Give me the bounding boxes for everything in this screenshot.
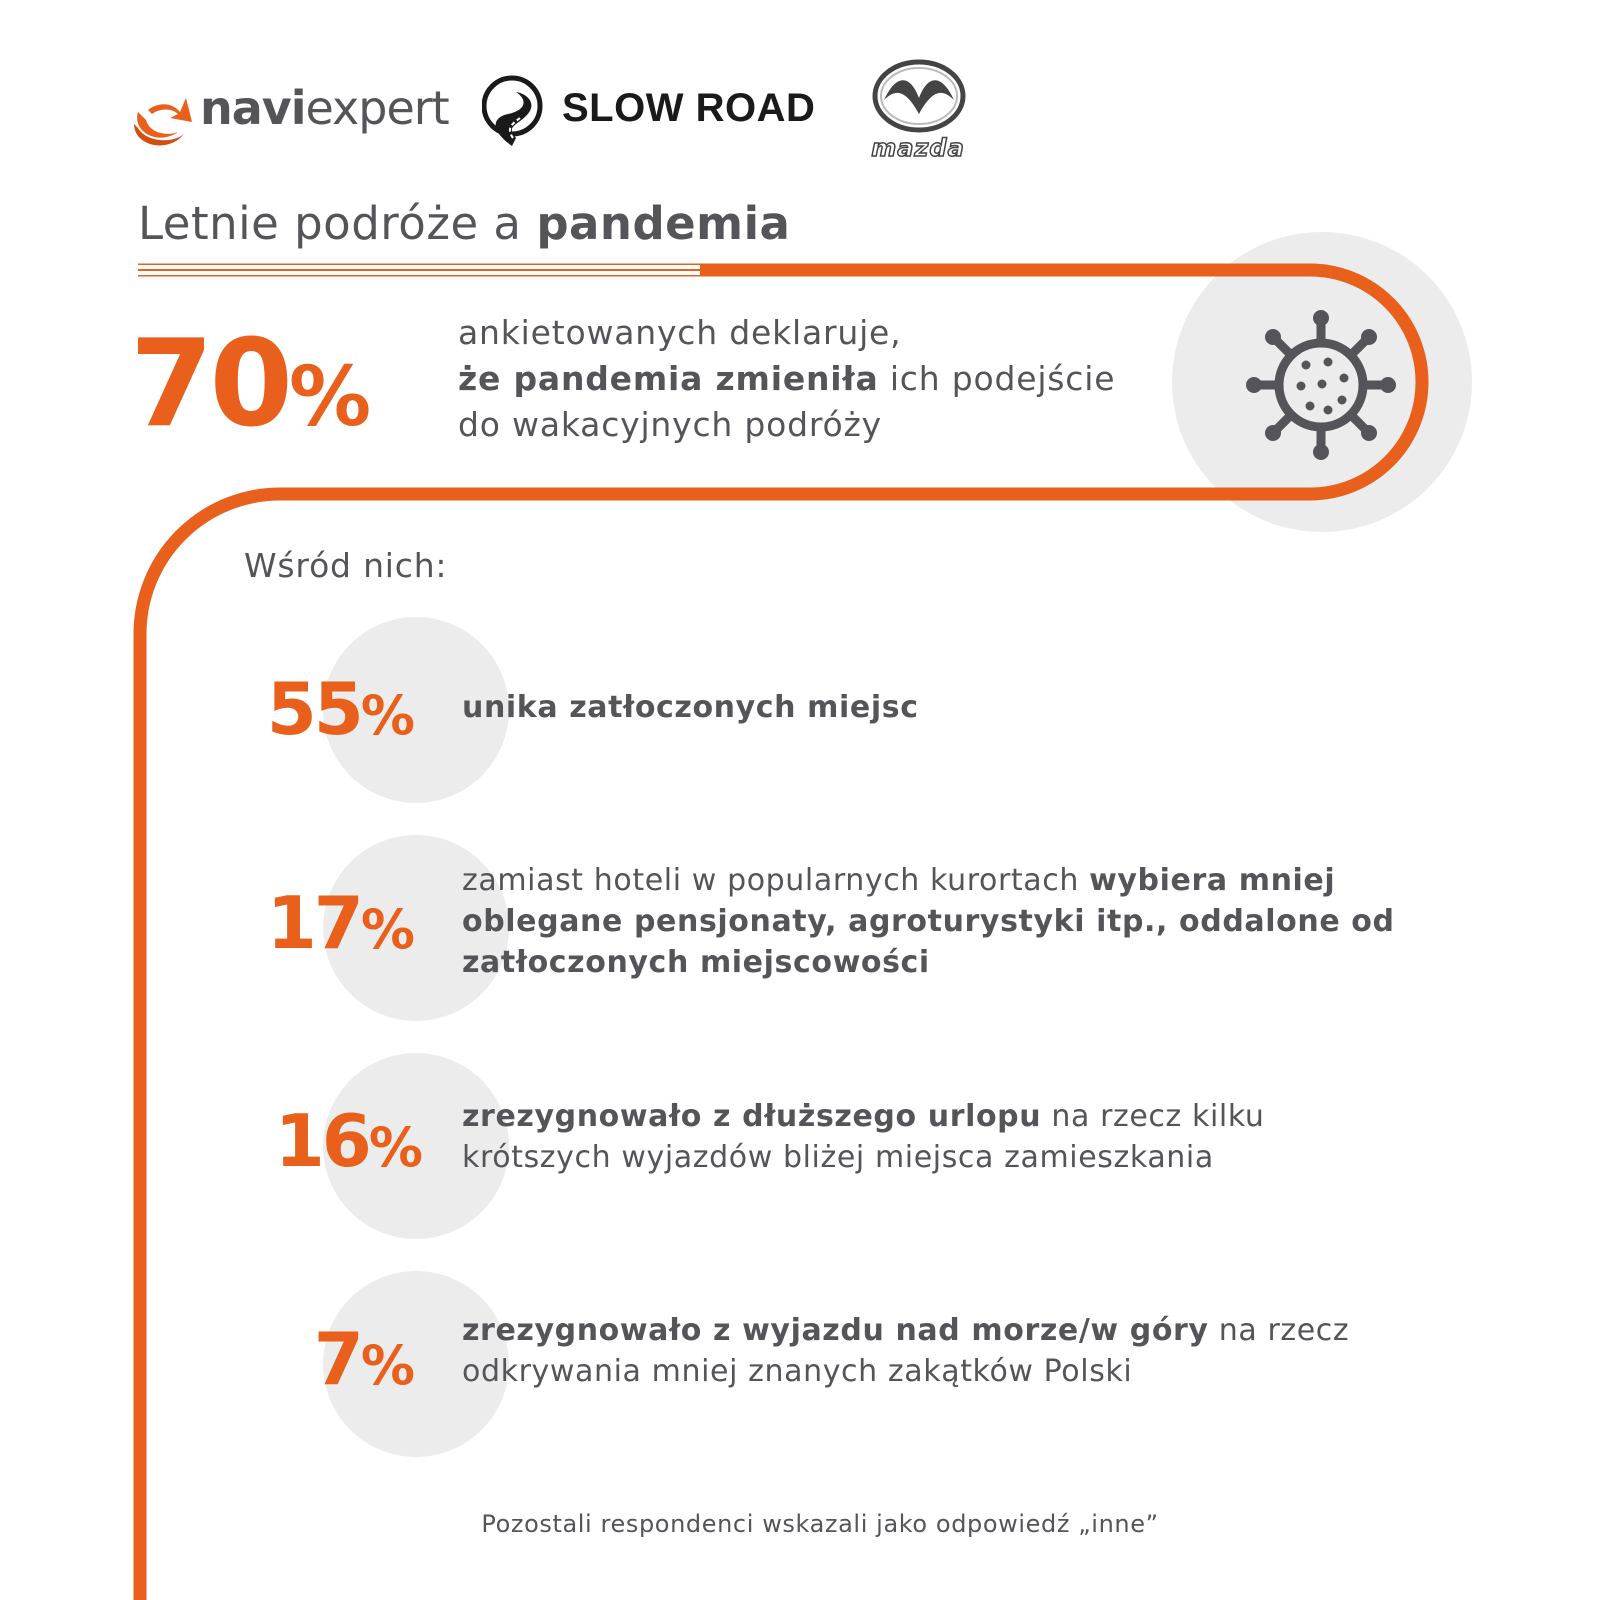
item-percentage: 16% [274, 1099, 422, 1183]
naviexpert-wordmark: naviexpert [200, 81, 449, 135]
item-percentage: 7% [313, 1317, 414, 1401]
headline-description [458, 310, 1138, 448]
footnote-text: Pozostali respondenci wskazali jako odpowiedź „inne” [481, 1510, 1159, 1538]
page-title [138, 194, 790, 254]
slowroad-logo [482, 72, 822, 152]
headline-number: 70 [130, 315, 289, 454]
page-title-regular: Letnie podróże a [138, 197, 537, 250]
headline-line-3: do wakacyjnych podróży [458, 405, 882, 444]
item-description: unika zatłoczonych miejsc [462, 690, 919, 725]
headline-percent-sign: % [289, 350, 370, 445]
footnote [0, 1508, 1600, 1540]
item-description: zamiast hoteli w popularnych kurortach wybiera mniej oblegane pensjonaty, agroturystyki itp., oddalone od zatłoczonych miejscowości [462, 863, 1395, 980]
naviexpert-logo [128, 72, 458, 152]
headline-line-2 [458, 356, 1138, 402]
mazda-wings-emblem-icon [864, 58, 974, 138]
mazda-logo [858, 58, 988, 168]
naviexpert-swirl-arrow-icon [128, 72, 198, 152]
item-description: zrezygnowało z wyjazdu nad morze/w góry na rzecz odkrywania mniej znanych zakątków Polski [462, 1313, 1350, 1389]
mazda-wordmark: mazda [871, 134, 965, 162]
headline-percentage [130, 310, 369, 495]
headline-line-2-bold: że pandemia zmieniła [458, 359, 879, 398]
slowroad-wordmark: SLOW ROAD [562, 86, 816, 130]
page-title-bold: pandemia [536, 197, 791, 250]
headline-line-1: ankietowanych deklaruje, [458, 313, 902, 352]
intro-label: Wśród nich: [244, 546, 448, 585]
item-percentage: 55% [266, 667, 414, 751]
item-percentage: 17% [266, 881, 414, 965]
winding-road-icon [482, 74, 548, 150]
virus-icon [1246, 310, 1396, 460]
headline-line-2-regular: ich podejście [878, 359, 1116, 398]
item-description: zrezygnowało z dłuższego urlopu na rzecz kilku krótszych wyjazdów bliżej miejsca zamieszkania [462, 1099, 1265, 1175]
